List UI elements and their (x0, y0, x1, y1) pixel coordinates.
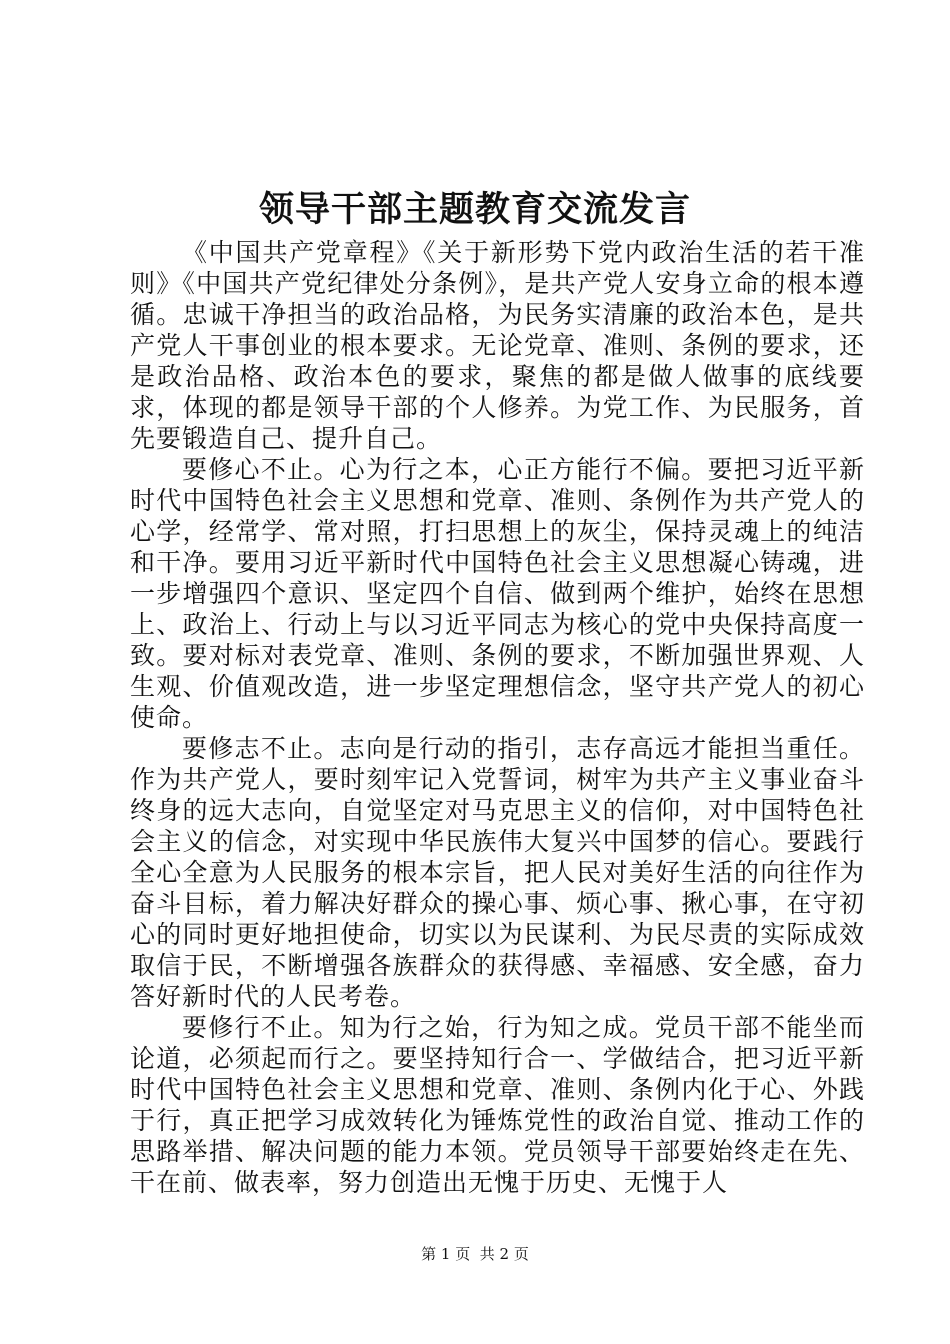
paragraph-cultivate-heart: 要修心不止。心为行之本，心正方能行不偏。要把习近平新时代中国特色社会主义思想和党章、准则、条例作为共产党人的心学，经常学、常对照，打扫思想上的灰尘，保持灵魂上的纯洁和干净。要用习近平新时代中国特色社会主义思想凝心铸魂，进一步增强四个意识、坚定四个自信、做到两个维护，始终在思想上、政治上、行动上与以习近平同志为核心的党中央保持高度一致。要对标对表党章、准则、条例的要求，不断加强世界观、人生观、价值观改造，进一步坚定理想信念，坚守共产党人的初心使命。 (130, 455, 865, 732)
paragraph-intro: 《中国共产党章程》《关于新形势下党内政治生活的若干准则》《中国共产党纪律处分条例》，是共产党人安身立命的根本遵循。忠诚干净担当的政治品格，为民务实清廉的政治本色，是共产党人干事创业的根本要求。无论党章、准则、条例的要求，还是政治品格、政治本色的要求，聚焦的都是做人做事的底线要求，体现的都是领导干部的个人修养。为党工作、为民服务，首先要锻造自己、提升自己。 (130, 238, 865, 453)
page-number-label: 第 1 页 共 2 页 (421, 1245, 529, 1263)
page-footer (0, 1244, 950, 1264)
paragraph-cultivate-ambition: 要修志不止。志向是行动的指引，志存高远才能担当重任。作为共产党人，要时刻牢记入党誓词，树牢为共产主义事业奋斗终身的远大志向，自觉坚定对马克思主义的信仰，对中国特色社会主义的信念，对实现中华民族伟大复兴中国梦的信心。要践行全心全意为人民服务的根本宗旨，把人民对美好生活的向往作为奋斗目标，着力解决好群众的操心事、烦心事、揪心事，在守初心的同时更好地担使命，切实以为民谋利、为民尽责的实际成效取信于民，不断增强各族群众的获得感、幸福感、安全感，奋力答好新时代的人民考卷。 (130, 734, 865, 1011)
document-title: 领导干部主题教育交流发言 (258, 189, 691, 230)
document-body (130, 237, 865, 1198)
paragraph-cultivate-action: 要修行不止。知为行之始，行为知之成。党员干部不能坐而论道，必须起而行之。要坚持知行合一、学做结合，把习近平新时代中国特色社会主义思想和党章、准则、条例内化于心、外践于行，真正把学习成效转化为锤炼党性的政治自觉、推动工作的思路举措、解决问题的能力本领。党员领导干部要始终走在先、干在前、做表率，努力创造出无愧于历史、无愧于人 (130, 1013, 865, 1197)
